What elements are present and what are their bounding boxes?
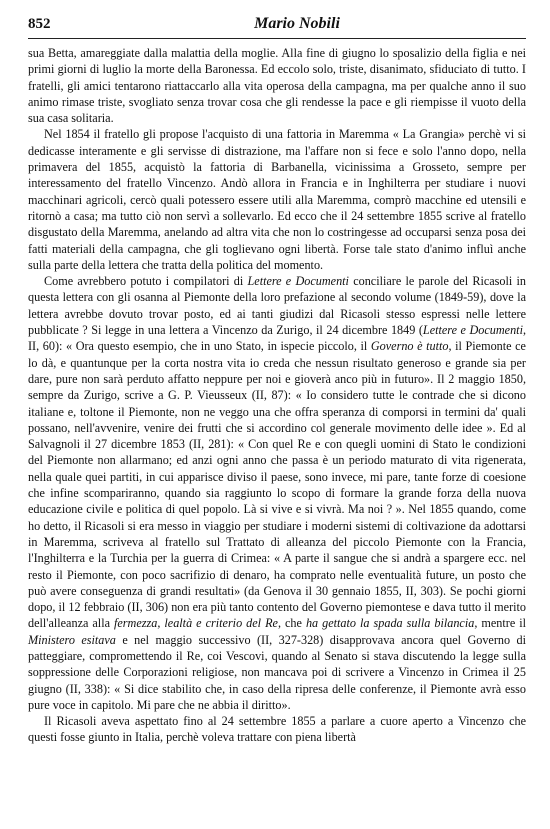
text-run: Il Ricasoli aveva aspettato fino al 24 settembre 1855 a parlare a cuore aperto a Vincenzo che questi fosse giunto in Italia, perchè voleva trattare con piena libertà [28,714,526,745]
paragraph [28,45,526,126]
italic-text-run: fermezza, lealtà e criterio del Re [114,616,278,631]
page-number: 852 [28,16,51,32]
paragraph [28,126,526,273]
running-head: Mario Nobili [254,15,340,32]
text-run: conciliare le parole del Ricasoli in questa lettera con gli osanna al Piemonte della loro prefazione al secondo volume (1849-59), dove la lettera avrebbe dovuto trovar posto, ed ai tanti giudizi dal Ricasoli stesso espressi nelle lettere pubblicate ? Si legge in una lettera a Vincenzo da Zurigo, il 24 dicembre 1849 ( [28,274,527,338]
paragraph [28,713,526,746]
text-run: Nel 1854 il fratello gli propose l'acquisto di una fattoria in Maremma « La Grangia» perchè vi si dedicasse interamente e gli servisse di distrazione, ma l'affare non si fece e solo l'anno dopo, nella primavera del 1855, acquistò la fattoria di Barbanella, vicinissima a Grosseto, sempre per interessamento del fratello Vincenzo. Andò allora in Francia e in Inghilterra per studiare i nuovi macchinari agricoli, cercò quali potessero essere utili alla Maremma, comprò macchine ed utensili e ritornò a casa; ma tutto ciò non servì a sollevarlo. Ed ecco che il 24 settembre 1855 scrive al fratello disgustato della Maremma, anelando ad altra vita che non lo costringesse ad occuparsi senza posa dei fatti materiali della campagna, che gli toglievano ogni libertà. Forse tale stato d'animo influì anche sulla parte della lettera che tratta della politica del momento. [28,127,526,272]
italic-text-run: Ministero esitava [28,632,116,647]
italic-text-run: Lettere e Documenti [422,323,523,338]
italic-text-run: Governo è tutto [370,339,449,354]
text-run: sua Betta, amareggiate dalla malattia della moglie. Alla fine di giugno lo sposalizio della figlia e nei primi giorni di luglio la morte della Baronessa. Ed eccolo solo, triste, disanimato, sfiduciato di tutto. I fratelli, gli amici tentarono riattaccarlo alla vita operosa della campagna, ma per qualche anno il suo animo rimase triste, svogliato senza trovar cosa che gli rendesse la pace e gli riempisse il vuoto della sua casa solitaria. [28,46,526,126]
text-run: , mentre il [474,616,527,631]
body-text [28,45,526,746]
italic-text-run: Lettere e Documenti [247,274,349,289]
text-run: , il Piemonte ce lo dà, e quantunque per la corta nostra vita io creda che nessun risultato generoso e grande sia per dare, pure non sarà perduto affatto neppure per noi e gioverà anco più in futuro». Il 2 maggio 1850, sempre da Zurigo, scrive a G. P. Vieusseux (II, 87): « Io considero tutte le contrade che si dicono italiane e, toltone il Piemonte, non ne veggo una che offra speranza di comporsi in termini da' quali possano, nell'avvenire, venire dei frutti che si accordino col generale movimento delle idee ». Ed al Salvagnoli il 27 dicembre 1853 (II, 281): « Con quel Re e con quegli uomini di Stato le condizioni del Piemonte non allarmano; ed anzi ogni anno che passa è un periodo maturato di vita rigenerata, nella quale quei partiti, in cui apparisce diviso il paese, sono invece, mi pare, tante forze di coesione che infine scompariranno, quando sia raggiunto lo scopo di formare la grande forza della nuova educazione civile e politica di quel popolo. Là si vive e si vivrà. Ma noi ? ». Nel 1855 quando, come ho detto, il Ricasoli si era messo in viaggio per studiare i moderni sistemi di coltivazione da adottarsi in Maremma, scriveva al fratello sul Trattato di alleanza del piccolo Piemonte con la Francia, l'Inghilterra e la Turchia per la guerra di Crimea: « A parte il sangue che si andrà a spargere ecc. nel resto il Piemonte, con poco sacrifizio di denaro, ha comprato nelle eventualità future, un posto che può avere conseguenza di grandi resultati» (da Genova il 30 gennaio 1855, II, 303). Se pochi giorni dopo, il 12 febbraio (II, 306) non era più tanto contento del Governo piemontese e dava tutto il merito dell'alleanza alla [28,339,526,631]
page-header [28,14,526,39]
book-page [28,14,526,746]
text-run: Come avrebbero potuto i compilatori di [44,274,248,289]
text-run: , II, 60): « Ora questo esempio, che in uno Stato, in ispecie piccolo, il [28,323,526,354]
text-run: e nel maggio successivo (II, 327-328) disapprovava ancora quel Governo di patteggiare, compromettendo il Re, coi Vescovi, quando al Senato si stava discutendo la legge sulla soppressione delle Corporazioni religiose, non mancava poi di scrivere a Vincenzo in Crimea il 25 giugno (II, 338): « Si dice stabilito che, in caso della ripresa delle conferenze, il Piemonte avrà esso pure voce in capitolo. Mi pare che ne abbia il diritto». [28,632,526,712]
paragraph [28,273,526,713]
italic-text-run: ha gettato la spada sulla bilancia [305,616,475,631]
text-run: , che [277,616,306,631]
